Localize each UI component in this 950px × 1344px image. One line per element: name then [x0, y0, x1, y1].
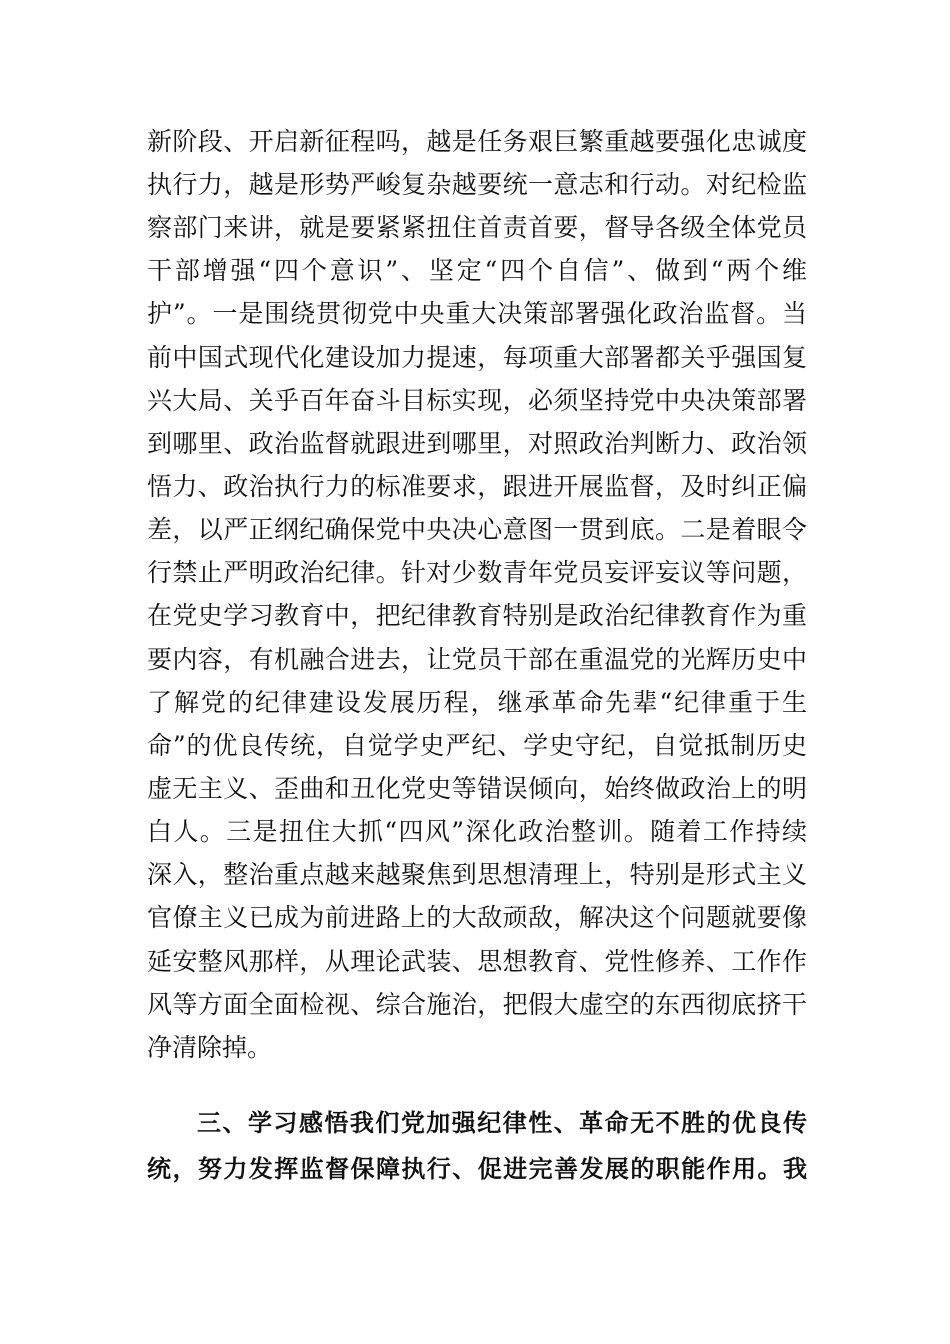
body-line: 兴大局、关乎百年奋斗目标实现，必须坚持党中央决策部署	[147, 386, 807, 415]
section-heading-line: 三、学习感悟我们党加强纪律性、革命无不胜的优良传	[197, 1109, 807, 1137]
body-line: 执行力，越是形势严峻复杂越要统一意志和行动。对纪检监	[147, 170, 807, 199]
body-line: 延安整风那样，从理论武装、思想教育、党性修养、工作作	[147, 947, 807, 976]
body-line: 悟力、政治执行力的标准要求，跟进开展监督，及时纠正偏	[147, 472, 807, 501]
body-line: 差，以严正纲纪确保党中央决心意图一贯到底。二是着眼令	[147, 515, 807, 544]
body-line: 护”。一是围绕贯彻党中央重大决策部署强化政治监督。当	[147, 299, 807, 328]
section-heading-line: 统，努力发挥监督保障执行、促进完善发展的职能作用。我	[147, 1155, 807, 1183]
body-line: 前中国式现代化建设加力提速，每项重大部署都关乎强国复	[147, 343, 807, 372]
body-line: 干部增强“四个意识”、坚定“四个自信”、做到“两个维	[147, 256, 807, 285]
body-line: 官僚主义已成为前进路上的大敌顽敌，解决这个问题就要像	[147, 903, 807, 932]
body-line: 净清除掉。	[147, 1033, 273, 1062]
body-line: 新阶段、开启新征程吗，越是任务艰巨繁重越要强化忠诚度	[147, 127, 807, 156]
body-line: 在党史学习教育中，把纪律教育特别是政治纪律教育作为重	[147, 601, 807, 630]
body-line: 察部门来讲，就是要紧紧扭住首责首要，督导各级全体党员	[147, 213, 807, 242]
body-line: 到哪里、政治监督就跟进到哪里，对照政治判断力、政治领	[147, 429, 807, 458]
body-line: 深入，整治重点越来越聚焦到思想清理上，特别是形式主义	[147, 860, 807, 889]
body-line: 白人。三是扭住大抓“四风”深化政治整训。随着工作持续	[147, 817, 807, 846]
body-line: 虚无主义、歪曲和丑化党史等错误倾向，始终做政治上的明	[147, 774, 807, 803]
body-line: 了解党的纪律建设发展历程，继承革命先辈“纪律重于生	[147, 688, 807, 717]
body-line: 要内容，有机融合进去，让党员干部在重温党的光辉历史中	[147, 645, 807, 674]
body-line: 命”的优良传统，自觉学史严纪、学史守纪，自觉抵制历史	[147, 731, 807, 760]
body-line: 行禁止严明政治纪律。针对少数青年党员妄评妄议等问题，	[147, 558, 807, 587]
body-line: 风等方面全面检视、综合施治，把假大虚空的东西彻底挤干	[147, 990, 807, 1019]
